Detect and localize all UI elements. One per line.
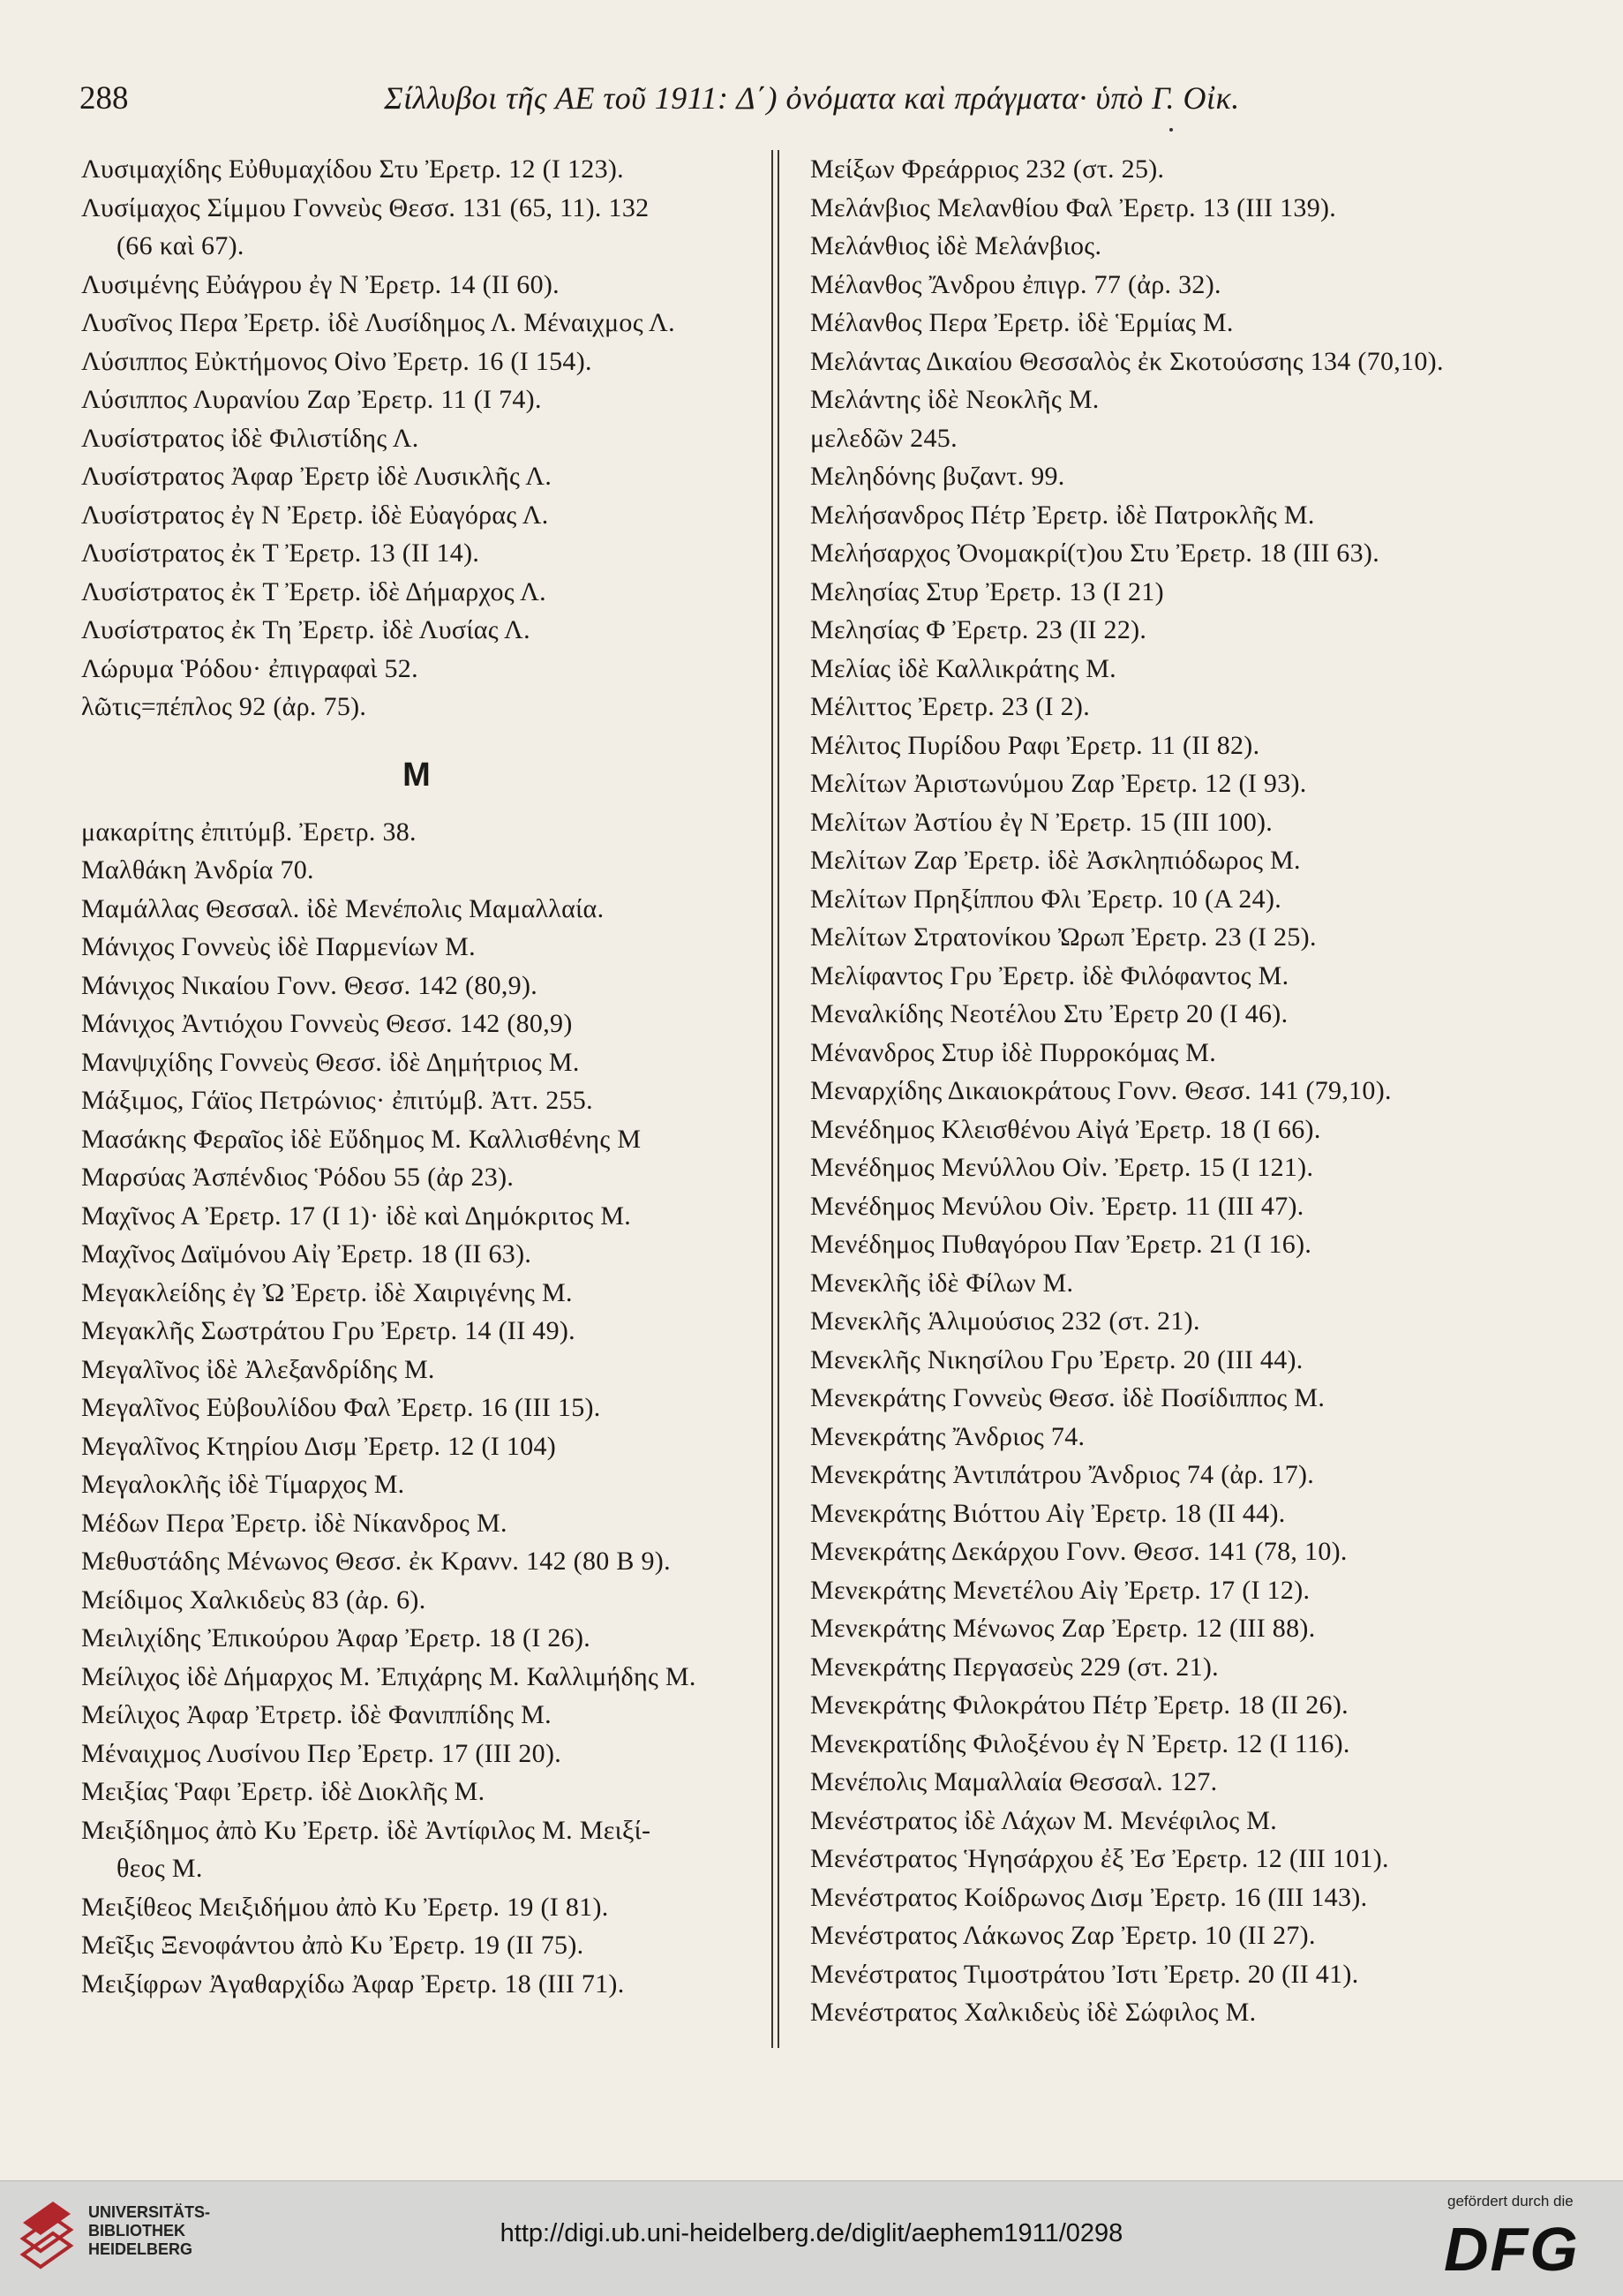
- index-entry: Μενεκλῆς Ἁλιμούσιος 232 (στ. 21).: [810, 1306, 1200, 1336]
- index-entry: Μασάκης Φεραῖος ἰδὲ Εὔδημος Μ. Καλλισθένης Μ: [81, 1124, 642, 1154]
- index-entry: Μενεκρατίδης Φιλοξένου ἐγ Ν Ἐρετρ. 12 (Ι 116).: [810, 1728, 1350, 1758]
- index-entry: Μαλθάκη Ἀνδρία 70.: [81, 855, 314, 885]
- index-entry: Λώρυμα Ῥόδου· ἐπιγραφαὶ 52.: [81, 653, 418, 683]
- index-entry: Μαχῖνος Δαϊμόνου Αἰγ Ἐρετρ. 18 (ΙΙ 63).: [81, 1239, 532, 1268]
- index-entry: Μαμάλλας Θεσσαλ. ἰδὲ Μενέπολις Μαμαλλαία.: [81, 893, 605, 923]
- index-entry: Μενεκράτης Μενετέλου Αἰγ Ἐρετρ. 17 (Ι 12).: [810, 1575, 1311, 1605]
- index-entry: Μείξων Φρεάρριος 232 (στ. 25).: [810, 154, 1165, 184]
- index-entry: Μεγαλοκλῆς ἰδὲ Τίμαρχος Μ.: [81, 1470, 405, 1499]
- index-entry: Μεθυστάδης Μένωνος Θεσσ. ἐκ Κρανν. 142 (80 Β 9).: [81, 1547, 671, 1576]
- index-entry: Μενεκράτης Μένωνος Ζαρ Ἐρετρ. 12 (ΙΙΙ 88).: [810, 1614, 1316, 1643]
- index-entry: Μειξίας Ῥαφι Ἐρετρ. ἰδὲ Διοκλῆς Μ.: [81, 1777, 485, 1806]
- index-entry: Λύσιππος Λυρανίου Ζαρ Ἐρετρ. 11 (Ι 74).: [81, 385, 542, 414]
- column-divider: [771, 150, 779, 2048]
- index-entry: Λυσίστρατος ἐκ Τη Ἐρετρ. ἰδὲ Λυσίας Λ.: [81, 615, 530, 644]
- index-entry: Μελίτων Στρατονίκου Ὠρωπ Ἐρετρ. 23 (Ι 25).: [810, 922, 1317, 952]
- index-entry: Μενέπολις Μαμαλλαία Θεσσαλ. 127.: [810, 1767, 1218, 1796]
- index-entry: Μενεκράτης Βιόττου Αἰγ Ἐρετρ. 18 (ΙΙ 44).: [810, 1498, 1286, 1528]
- page-number: 288: [79, 80, 129, 117]
- index-entry: (66 καὶ 67).: [116, 231, 244, 260]
- index-entry: Μέλανθος Ἄνδρου ἐπιγρ. 77 (ἀρ. 32).: [810, 269, 1221, 299]
- index-entry: Μενέδημος Μενύλλου Οἰν. Ἐρετρ. 15 (Ι 121).: [810, 1153, 1314, 1182]
- index-entry: Μειξίδημος ἀπὸ Κυ Ἐρετρ. ἰδὲ Ἀντίφιλος Μ. Μειξί-: [81, 1815, 651, 1845]
- index-entry: λῶτις=πέπλος 92 (ἀρ. 75).: [81, 692, 367, 721]
- index-entry: Μανψιχίδης Γοννεὺς Θεσσ. ἰδὲ Δημήτριος Μ.: [81, 1047, 580, 1077]
- index-entry: Μεγακλῆς Σωστράτου Γρυ Ἐρετρ. 14 (ΙΙ 49).: [81, 1316, 575, 1345]
- index-entry: Μαρσύας Ἀσπένδιος Ῥόδου 55 (ἀρ 23).: [81, 1163, 515, 1192]
- index-entry: Μελησίας Φ Ἐρετρ. 23 (ΙΙ 22).: [810, 615, 1147, 644]
- index-entry: Μεναλκίδης Νεοτέλου Στυ Ἐρετρ 20 (Ι 46).: [810, 999, 1289, 1028]
- index-entry: Μελίτων Ἀριστωνύμου Ζαρ Ἐρετρ. 12 (Ι 93).: [810, 769, 1307, 798]
- left-entries-bottom: [81, 813, 770, 2004]
- index-entry: Μελησίας Στυρ Ἐρετρ. 13 (Ι 21): [810, 576, 1164, 606]
- index-entry: Μενεκράτης Γοννεὺς Θεσσ. ἰδὲ Ποσίδιππος Μ.: [810, 1383, 1326, 1412]
- index-entry: Μελίφαντος Γρυ Ἐρετρ. ἰδὲ Φιλόφαντος Μ.: [810, 960, 1289, 990]
- dfg-logo[interactable]: DFG: [1444, 2215, 1580, 2284]
- index-entry: Λυσιμένης Εὐάγρου ἐγ Ν Ἐρετρ. 14 (ΙΙ 60).: [81, 269, 560, 299]
- index-entry: Μενεκράτης Φιλοκράτου Πέτρ Ἐρετρ. 18 (ΙΙ 26).: [810, 1690, 1349, 1720]
- index-entry: Μελάντης ἰδὲ Νεοκλῆς Μ.: [810, 385, 1100, 414]
- index-entry: Μέλιτος Πυρίδου Ραφι Ἐρετρ. 11 (ΙΙ 82).: [810, 730, 1260, 760]
- index-entry: Λυσίστρατος ἰδὲ Φιλιστίδης Λ.: [81, 423, 419, 453]
- index-entry: Μελάνβιος Μελανθίου Φαλ Ἐρετρ. 13 (ΙΙΙ 139).: [810, 192, 1337, 222]
- index-entry: Μενέστρατος Τιμοστράτου Ἰστι Ἐρετρ. 20 (ΙΙ 41).: [810, 1959, 1359, 1989]
- left-entries-top: [81, 150, 770, 726]
- index-entry: Μειξίφρων Ἀγαθαρχίδω Ἀφαρ Ἐρετρ. 18 (ΙΙΙ 71).: [81, 1969, 625, 1999]
- index-entry: Μενεκράτης Ἄνδριος 74.: [810, 1421, 1086, 1451]
- index-entry: Μείλιχος ἰδὲ Δήμαρχος Μ. Ἐπιχάρης Μ. Καλλιμήδης Μ.: [81, 1661, 696, 1691]
- index-entry: Λυσίμαχος Σίμμου Γοννεὺς Θεσσ. 131 (65, 11). 132: [81, 192, 650, 222]
- index-entry: μελεδῶν 245.: [810, 423, 958, 453]
- permalink-url[interactable]: http://digi.ub.uni-heidelberg.de/diglit/aephem1911/0298: [500, 2219, 1123, 2247]
- index-entry: Μενέστρατος Χαλκιδεὺς ἰδὲ Σώφιλος Μ.: [810, 1998, 1257, 2027]
- left-column: [81, 150, 770, 2003]
- index-entry: Μελίτων Ἀστίου ἐγ Ν Ἐρετρ. 15 (ΙΙΙ 100).: [810, 807, 1274, 837]
- index-entry: Λυσίστρατος ἐκ Τ Ἐρετρ. ἰδὲ Δήμαρχος Λ.: [81, 576, 546, 606]
- index-entry: Μεγαλῖνος Εὐβουλίδου Φαλ Ἐρετρ. 16 (ΙΙΙ 15).: [81, 1393, 601, 1422]
- index-entry: Μεληδόνης βυζαντ. 99.: [810, 462, 1065, 491]
- running-title: Σίλλυβοι τῆς ΑΕ τοῦ 1911: Δ΄) ὀνόματα καὶ πράγματα· ὑπὸ Γ. Οἰκ.: [384, 80, 1240, 116]
- index-entry: Μεγαλῖνος ἰδὲ Ἀλεξανδρίδης Μ.: [81, 1354, 435, 1384]
- index-entry: Μειλιχίδης Ἐπικούρου Ἀφαρ Ἐρετρ. 18 (Ι 26).: [81, 1623, 591, 1652]
- index-entry: Μαχῖνος Α Ἐρετρ. 17 (Ι 1)· ἰδὲ καὶ Δημόκριτος Μ.: [81, 1201, 632, 1231]
- index-entry: Μεγακλείδης ἐγ Ὠ Ἐρετρ. ἰδὲ Χαιριγένης Μ.: [81, 1277, 573, 1307]
- index-entry: Λυσιμαχίδης Εὐθυμαχίδου Στυ Ἐρετρ. 12 (Ι 123).: [81, 154, 624, 184]
- index-entry: Μένανδρος Στυρ ἰδὲ Πυρροκόμας Μ.: [810, 1037, 1217, 1067]
- section-letter: Μ: [402, 756, 431, 794]
- index-entry: Μελίτων Ζαρ Ἐρετρ. ἰδὲ Ἀσκληπιόδωρος Μ.: [810, 846, 1301, 875]
- index-entry: Λύσιππος Εὐκτήμονος Οἰνο Ἐρετρ. 16 (Ι 154).: [81, 346, 592, 376]
- ink-dot: [1169, 128, 1173, 132]
- index-entry: Μέδων Περα Ἐρετρ. ἰδὲ Νίκανδρος Μ.: [81, 1508, 507, 1538]
- index-entry: Λυσίστρατος ἐγ Ν Ἐρετρ. ἰδὲ Εὐαγόρας Λ.: [81, 500, 549, 530]
- index-entry: Μέλανθος Περα Ἐρετρ. ἰδὲ Ἑρμίας Μ.: [810, 308, 1234, 337]
- right-column: [810, 150, 1569, 2032]
- index-entry: Μενέστρατος Λάκωνος Ζαρ Ἐρετρ. 10 (ΙΙ 27).: [810, 1921, 1316, 1950]
- page-header: [79, 79, 1544, 132]
- index-entry: Μελίας ἰδὲ Καλλικράτης Μ.: [810, 653, 1116, 683]
- index-entry: Μελήσαρχος Ὀνομακρί(τ)ου Στυ Ἐρετρ. 18 (ΙΙΙ 63).: [810, 538, 1379, 568]
- index-entry: Μάνιχος Ἀντιόχου Γοννεὺς Θεσσ. 142 (80,9): [81, 1009, 573, 1038]
- index-entry: Μελήσανδρος Πέτρ Ἐρετρ. ἰδὲ Πατροκλῆς Μ.: [810, 500, 1315, 530]
- library-name-line: BIBLIOTHEK: [88, 2222, 185, 2240]
- index-entry: Μενέστρατος ἰδὲ Λάχων Μ. Μενέφιλος Μ.: [810, 1805, 1278, 1835]
- index-entry: Μενέδημος Κλεισθένου Αἰγά Ἐρετρ. 18 (Ι 66).: [810, 1114, 1321, 1144]
- index-entry: Μενεκλῆς ἰδὲ Φίλων Μ.: [810, 1268, 1074, 1298]
- index-entry: Μεγαλῖνος Κτηρίου Δισμ Ἐρετρ. 12 (Ι 104): [81, 1431, 557, 1461]
- library-name-line: UNIVERSITÄTS-: [88, 2203, 211, 2221]
- index-entry: Λυσῖνος Περα Ἐρετρ. ἰδὲ Λυσίδημος Λ. Μέναιχμος Λ.: [81, 308, 675, 337]
- index-entry: Μείλιχος Ἀφαρ Ἐτρετρ. ἰδὲ Φανιππίδης Μ.: [81, 1700, 552, 1729]
- index-entry: Μενέδημος Μενύλου Οἰν. Ἐρετρ. 11 (ΙΙΙ 47).: [810, 1191, 1304, 1221]
- index-entry: Μενέστρατος Κοίδρωνος Δισμ Ἐρετρ. 16 (ΙΙΙ 143).: [810, 1882, 1368, 1912]
- index-entry: Λυσίστρατος Ἀφαρ Ἐρετρ ἰδὲ Λυσικλῆς Λ.: [81, 462, 552, 491]
- index-entry: Μενέδημος Πυθαγόρου Παν Ἐρετρ. 21 (Ι 16).: [810, 1230, 1312, 1259]
- index-entry: μακαρίτης ἐπιτύμβ. Ἐρετρ. 38.: [81, 817, 417, 847]
- index-entry: Μείδιμος Χαλκιδεὺς 83 (ἀρ. 6).: [81, 1585, 426, 1615]
- index-entry: Μάξιμος, Γάϊος Πετρώνιος· ἐπιτύμβ. Ἀττ. 255.: [81, 1086, 593, 1115]
- index-entry: Μενεκράτης Δεκάρχου Γονν. Θεσσ. 141 (78, 10).: [810, 1537, 1348, 1566]
- library-name-line: HEIDELBERG: [88, 2240, 193, 2258]
- index-entry: Μάνιχος Νικαίου Γονν. Θεσσ. 142 (80,9).: [81, 970, 538, 1000]
- index-entry: Λυσίστρατος ἐκ Τ Ἐρετρ. 13 (ΙΙ 14).: [81, 538, 480, 568]
- index-entry: Μεῖξις Ξενοφάντου ἀπὸ Κυ Ἐρετρ. 19 (ΙΙ 75).: [81, 1931, 584, 1960]
- index-entry: Μάνιχος Γοννεὺς ἰδὲ Παρμενίων Μ.: [81, 932, 476, 961]
- index-entry: Μενεκλῆς Νικησίλου Γρυ Ἐρετρ. 20 (ΙΙΙ 44).: [810, 1344, 1304, 1374]
- index-entry: Μελάνθιος ἰδὲ Μελάνβιος.: [810, 231, 1102, 260]
- index-entry: Μελάντας Δικαίου Θεσσαλὸς ἐκ Σκοτούσσης 134 (70,10).: [810, 346, 1444, 376]
- index-entry: Μεναρχίδης Δικαιοκράτους Γονν. Θεσσ. 141 (79,10).: [810, 1076, 1392, 1105]
- index-entry: Μειξίθεος Μειξιδήμου ἀπὸ Κυ Ἐρετρ. 19 (Ι 81).: [81, 1892, 609, 1922]
- index-entry: Μελίτων Πρηξίππου Φλι Ἐρετρ. 10 (Α 24).: [810, 884, 1282, 914]
- index-entry: Μέναιχμος Λυσίνου Περ Ἐρετρ. 17 (ΙΙΙ 20).: [81, 1738, 562, 1768]
- index-entry: Μέλιττος Ἐρετρ. 23 (Ι 2).: [810, 692, 1091, 721]
- index-entry: Μενεκράτης Περγασεὺς 229 (στ. 21).: [810, 1652, 1219, 1682]
- index-entry: Μενέστρατος Ἡγησάρχου ἐξ Ἐσ Ἐρετρ. 12 (ΙΙΙ 101).: [810, 1844, 1389, 1873]
- right-entries: [810, 150, 1569, 2032]
- funded-by-label: gefördert durch die: [1447, 2193, 1574, 2209]
- index-entry: θεος Μ.: [116, 1854, 203, 1883]
- index-entry: Μενεκράτης Ἀντιπάτρου Ἄνδριος 74 (ἀρ. 17).: [810, 1460, 1315, 1489]
